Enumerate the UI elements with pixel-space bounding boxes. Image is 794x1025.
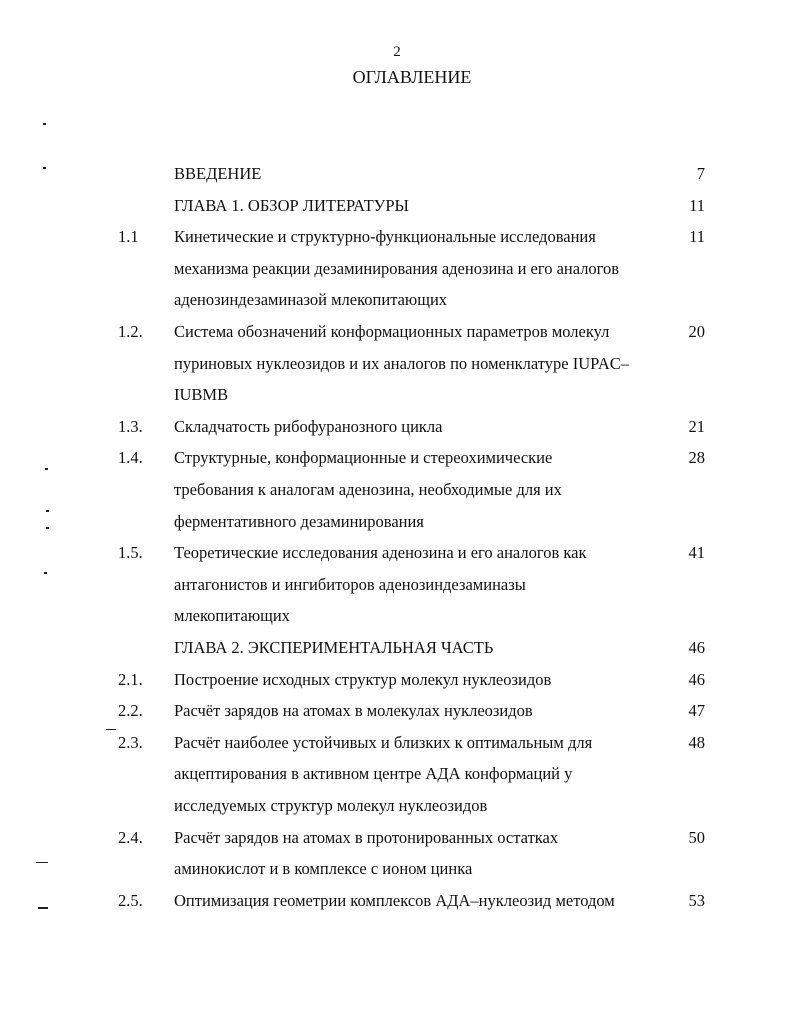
scan-mark xyxy=(46,510,49,512)
toc-entry-text: требования к аналогам аденозина, необходимые для их xyxy=(174,480,562,499)
toc-entry-number: 2.3. xyxy=(118,732,143,752)
scan-mark xyxy=(36,862,48,863)
toc-entry-page: 53 xyxy=(688,890,705,910)
toc-entry-text: Оптимизация геометрии комплексов АДА–нуклеозид методом xyxy=(174,890,615,910)
toc-entry-number: 2.1. xyxy=(118,669,143,689)
toc-entry-text: аминокислот и в комплексе с ионом цинка xyxy=(174,859,473,879)
scan-mark xyxy=(45,468,48,470)
toc-entry-text: ГЛАВА 2. ЭКСПЕРИМЕНТАЛЬНАЯ ЧАСТЬ xyxy=(174,638,494,657)
page-title: ОГЛАВЛЕНИЕ xyxy=(352,67,472,87)
scan-mark xyxy=(38,907,48,909)
toc-entry-text: Расчёт зарядов на атомах в молекулах нуклеозидов xyxy=(174,701,533,721)
toc-entry-text: Структурные, конформационные и стереохимические xyxy=(174,448,553,468)
toc-entry-number: 2.4. xyxy=(118,827,143,847)
toc-entry-page: 28 xyxy=(688,448,705,468)
toc-entry-number: 1.5. xyxy=(118,543,143,563)
scan-mark xyxy=(43,123,46,125)
toc-entry-text: Теоретические исследования аденозина и его аналогов как xyxy=(174,543,587,563)
toc-entry-text: механизма реакции дезаминирования аденозина и его аналогов xyxy=(174,258,620,278)
toc-entry-text: Кинетические и структурно-функциональные исследования xyxy=(174,227,596,247)
toc-entry-number: 2.2. xyxy=(118,701,143,721)
toc-entry-text: ГЛАВА 1. ОБЗОР ЛИТЕРАТУРЫ xyxy=(174,195,409,215)
toc-entry-page: 48 xyxy=(688,732,705,752)
page-number: 2 xyxy=(393,44,401,60)
toc-entry-text: Построение исходных структур молекул нуклеозидов xyxy=(174,669,552,689)
toc-entry-text: Система обозначений конформационных параметров молекул xyxy=(174,322,610,341)
toc-entry-page: 47 xyxy=(688,701,705,721)
toc-entry-number: 1.3. xyxy=(118,416,143,436)
toc-entry-page: 50 xyxy=(688,827,705,847)
toc-entry-page: 11 xyxy=(689,195,705,215)
toc-entry-text: акцептирования в активном центре АДА конформаций у xyxy=(174,764,573,784)
toc-entry-text: ВВЕДЕНИЕ xyxy=(174,164,262,183)
scan-mark xyxy=(43,167,46,169)
toc-entry-page: 21 xyxy=(688,416,705,436)
toc-entry-page: 11 xyxy=(689,227,705,247)
toc-entry-page: 7 xyxy=(696,164,705,183)
toc-entry-text: пуриновых нуклеозидов и их аналогов по номенклатуре IUPAC– xyxy=(174,353,629,373)
toc-entry-text: ферментативного дезаминирования xyxy=(174,511,424,531)
toc-entry-page: 20 xyxy=(688,322,705,341)
toc-entry-text: IUBMB xyxy=(174,385,229,405)
toc-entry-text: аденозиндезаминазой млекопитающих xyxy=(174,290,448,310)
scan-mark xyxy=(46,527,49,529)
toc-entry-number: 2.5. xyxy=(118,890,143,910)
toc-entry-number: 1.2. xyxy=(118,322,143,341)
toc-entry-page: 41 xyxy=(688,543,705,563)
toc-entry-page: 46 xyxy=(688,638,705,657)
toc-entry-text: Расчёт наиболее устойчивых и близких к оптимальным для xyxy=(174,732,593,752)
toc-entry-text: Складчатость рибофуранозного цикла xyxy=(174,416,443,436)
toc-entry-page: 46 xyxy=(688,669,705,689)
toc-entry-text: исследуемых структур молекул нуклеозидов xyxy=(174,796,488,815)
toc-entry-text: Расчёт зарядов на атомах в протонированных остатках xyxy=(174,827,559,847)
scan-mark xyxy=(44,572,47,574)
toc-entry-number: 1.1 xyxy=(118,227,139,247)
toc-entry-text: антагонистов и ингибиторов аденозиндезаминазы xyxy=(174,574,526,594)
scan-mark xyxy=(106,729,116,730)
toc-entry-text: млекопитающих xyxy=(174,606,290,626)
toc-entry-number: 1.4. xyxy=(118,448,143,468)
